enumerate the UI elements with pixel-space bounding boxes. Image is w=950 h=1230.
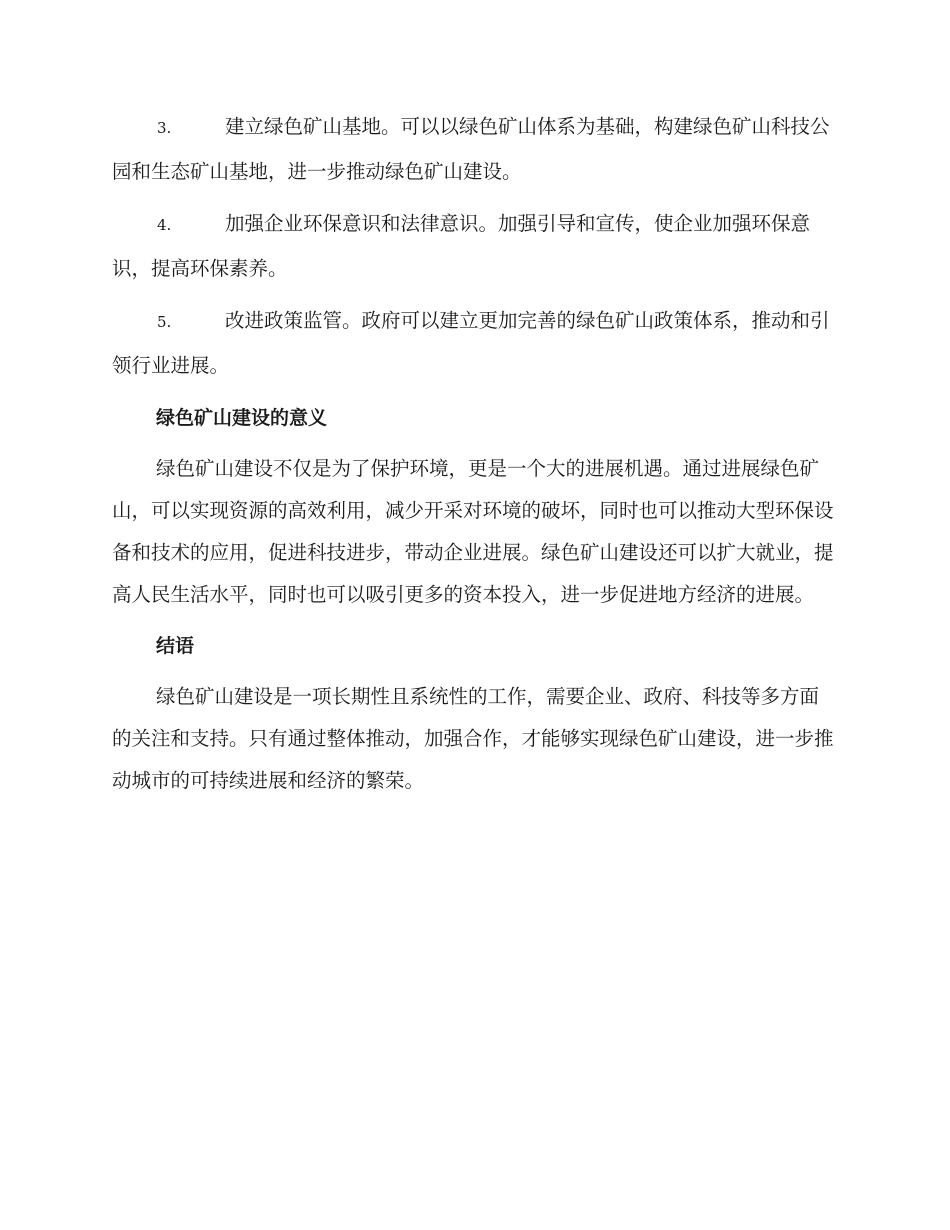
list-item-text: 改进政策监管。政府可以建立更加完善的绿色矿山政策体系，推动和引领行业进展。 [112,309,830,377]
section-heading-significance: 绿色矿山建设的意义 [156,407,328,429]
list-item [112,105,836,194]
document-page [112,105,836,810]
list-number: 5. [157,313,172,331]
list-item-text: 加强企业环保意识和法律意识。加强引导和宣传，使企业加强环保意识，提高环保素养。 [112,212,811,280]
list-item [112,202,836,291]
list-number: 3. [157,119,172,137]
conclusion-paragraph: 绿色矿山建设是一项长期性且系统性的工作，需要企业、政府、科技等多方面的关注和支持。只有通过整体推动，加强合作，才能够实现绿色矿山建设，进一步推动城市的可持续进展和经济的繁荣。 [112,685,834,792]
significance-paragraph: 绿色矿山建设不仅是为了保护环境，更是一个大的进展机遇。通过进展绿色矿山，可以实现资源的高效利用，减少开采对环境的破坏，同时也可以推动大型环保设备和技术的应用，促进科技进步，带动企业进展。绿色矿山建设还可以扩大就业，提高人民生活水平，同时也可以吸引更多的资本投入，进一步促进地方经济的进展。 [112,457,834,606]
section-heading-conclusion: 结语 [156,635,195,657]
list-item [112,299,836,388]
list-number: 4. [157,216,172,234]
list-item-text: 建立绿色矿山基地。可以以绿色矿山体系为基础，构建绿色矿山科技公园和生态矿山基地，进一步推动绿色矿山建设。 [112,115,830,183]
